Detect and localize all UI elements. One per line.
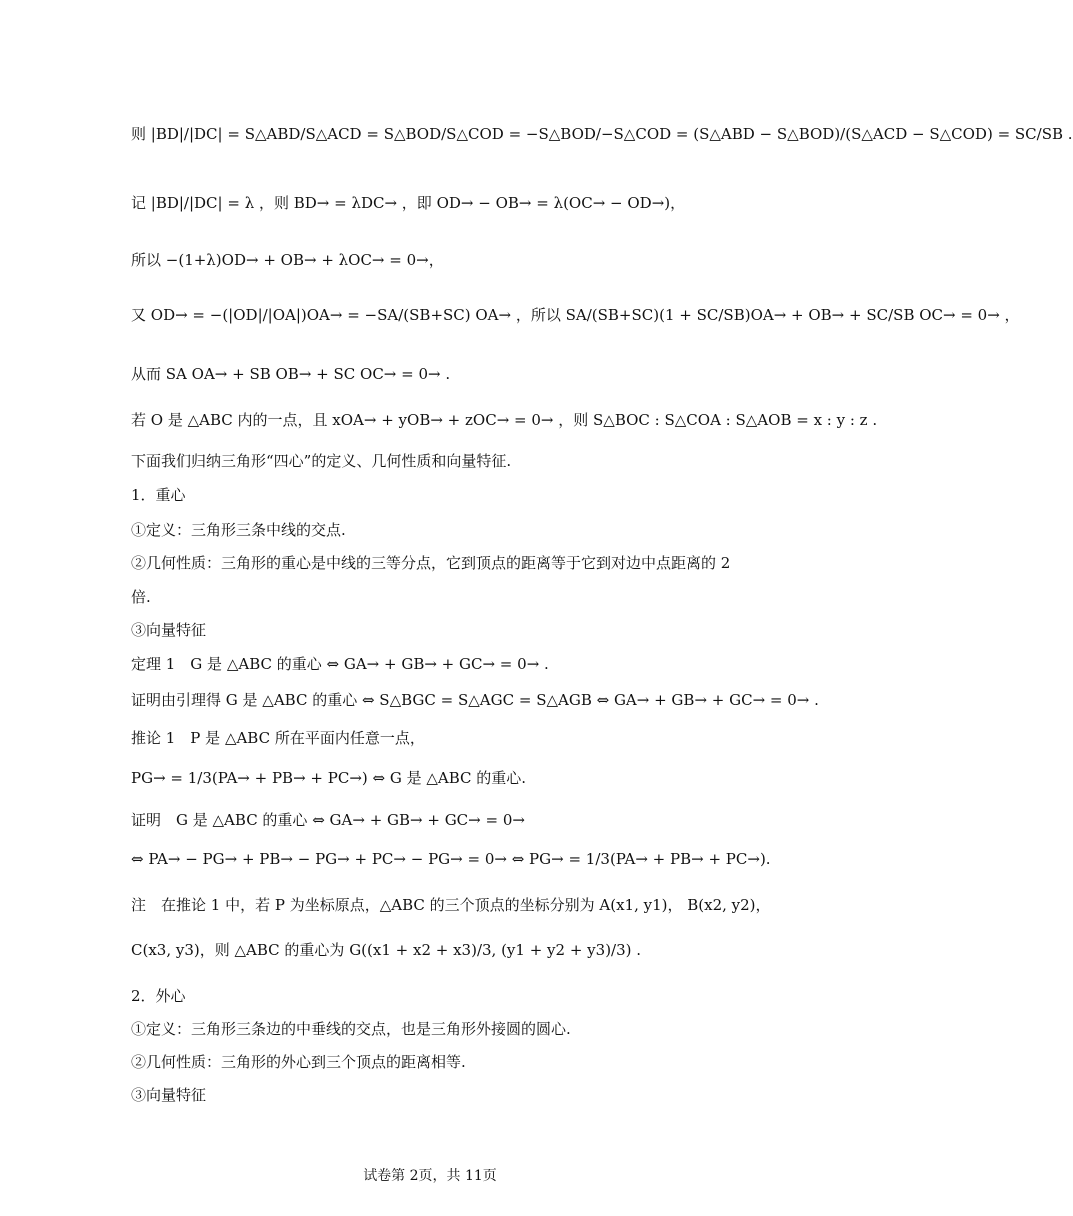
theorem-line-13: 定理 1 G 是 △ABC 的重心 ⇔ GA→ + GB→ + GC→ = 0→ . (131, 655, 549, 673)
text-line-11: 倍. (131, 588, 151, 606)
text-line-12: ③向量特征 (131, 621, 207, 639)
text-line-24: ③向量特征 (131, 1086, 207, 1104)
proof-line-17: 证明 G 是 △ABC 的重心 ⇔ GA→ + GB→ + GC→ = 0→ (131, 811, 525, 829)
formula-line-4: 又 OD→ = −(|OD|/|OA|)OA→ = −SA/(SB+SC) OA→ ，所以 SA/(SB+SC)(1 + SC/SB)OA→ + OB→ + SC/SB OC→ = 0→ ， (131, 306, 1020, 324)
text-line-9: ①定义：三角形三条中线的交点. (131, 521, 346, 539)
text-line-10: ②几何性质：三角形的重心是中线的三等分点，它到顶点的距离等于它到对边中点距离的 2 (131, 554, 731, 572)
section-heading-centroid: 1．重心 (131, 486, 186, 504)
text-line-7: 下面我们归纳三角形“四心”的定义、几何性质和向量特征. (131, 452, 512, 470)
page-footer: 试卷第 2页，共 11页 (363, 1168, 497, 1184)
proof-line-14: 证明由引理得 G 是 △ABC 的重心 ⇔ S△BGC = S△AGC = S△AGB ⇔ GA→ + GB→ + GC→ = 0→ . (131, 691, 819, 709)
text-line-22: ①定义：三角形三条边的中垂线的交点，也是三角形外接圆的圆心. (131, 1020, 571, 1038)
corollary-line-15: 推论 1 P 是 △ABC 所在平面内任意一点， (131, 729, 425, 747)
formula-line-5: 从而 SA OA→ + SB OB→ + SC OC→ = 0→ . (131, 365, 451, 383)
note-line-20: C(x3, y3)，则 △ABC 的重心为 G((x1 + x2 + x3)/3, (y1 + y2 + y3)/3) . (131, 941, 642, 959)
section-heading-circumcenter: 2．外心 (131, 987, 186, 1005)
note-line-19: 注 在推论 1 中，若 P 为坐标原点，△ABC 的三个顶点的坐标分别为 A(x1, y1)， B(x2, y2)， (131, 896, 771, 914)
formula-line-3: 所以 −(1+λ)OD→ + OB→ + λOC→ = 0→， (131, 251, 444, 269)
formula-line-2: 记 |BD|/|DC| = λ ，则 BD→ = λDC→ ，即 OD→ − OB→ = λ(OC→ − OD→)， (131, 194, 686, 212)
text-line-23: ②几何性质：三角形的外心到三个顶点的距离相等. (131, 1053, 466, 1071)
formula-line-1: 则 |BD|/|DC| = S△ABD/S△ACD = S△BOD/S△COD = −S△BOD/−S△COD = (S△ABD − S△BOD)/(S△ACD − S△COD) = SC/SB . (131, 125, 1073, 143)
formula-line-18: ⇔ PA→ − PG→ + PB→ − PG→ + PC→ − PG→ = 0→ ⇔ PG→ = 1/3(PA→ + PB→ + PC→). (131, 850, 771, 868)
text-line-6: 若 O 是 △ABC 内的一点，且 xOA→ + yOB→ + zOC→ = 0→ ，则 S△BOC : S△COA : S△AOB = x : y : z . (131, 411, 878, 429)
formula-line-16: PG→ = 1/3(PA→ + PB→ + PC→) ⇔ G 是 △ABC 的重心. (131, 769, 527, 787)
